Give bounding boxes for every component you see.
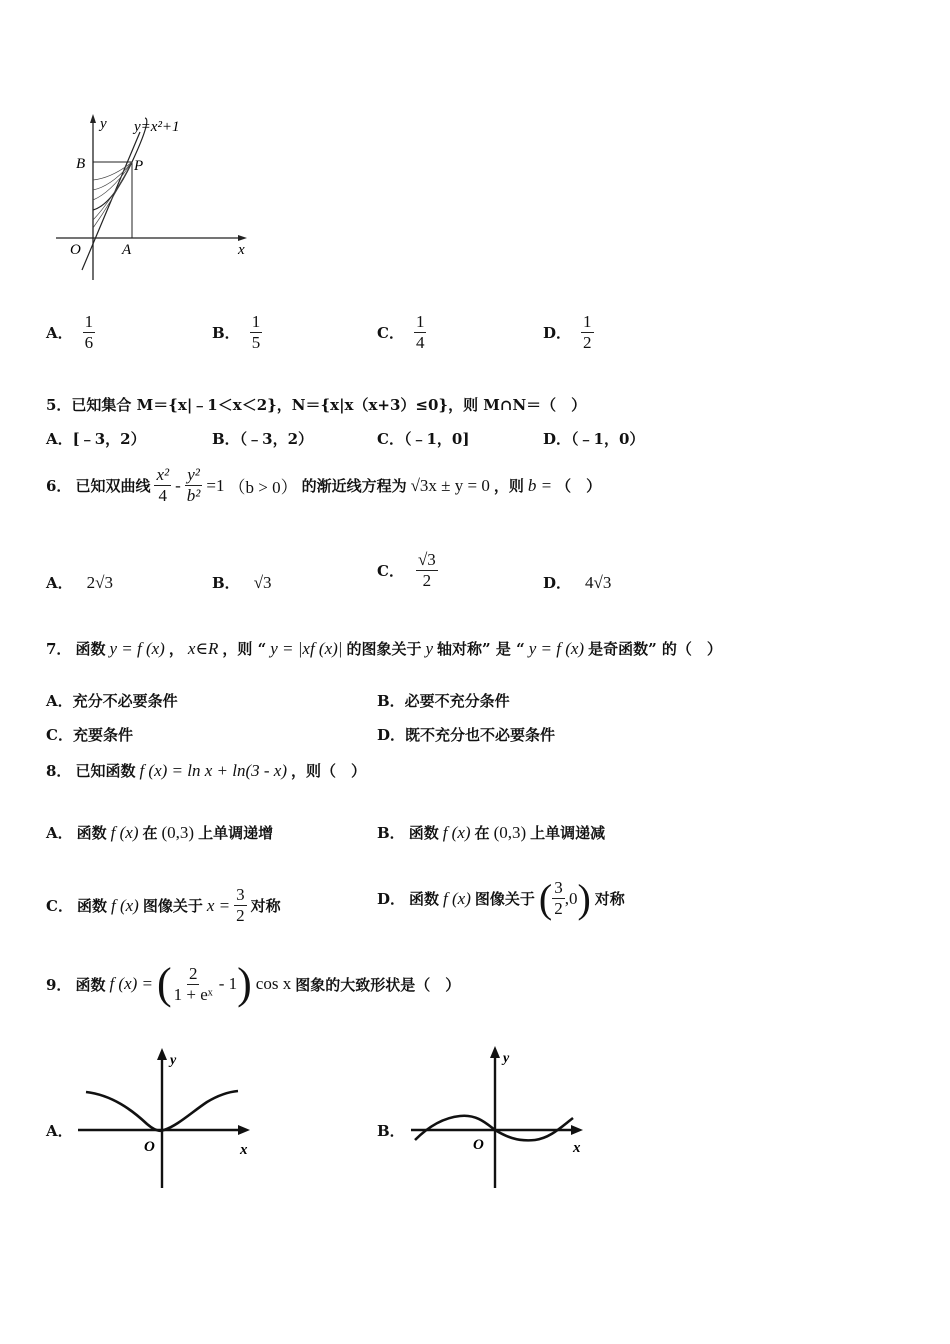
frac-den: 2	[422, 571, 432, 590]
q8-option-d-function: f (x)	[443, 888, 471, 908]
q8-option-d-point-tail: ,0	[564, 888, 578, 908]
q5-question-text: 5．已知集合 M＝{x|﹣1＜x＜2}，N＝{x|x（x+3）≤0}，则 M∩N＝（ ）	[46, 396, 587, 414]
frac-den: 4	[158, 486, 168, 505]
frac-den: 6	[84, 333, 94, 352]
q6-option-c-fraction	[416, 550, 438, 591]
q6-option-d-value: 4√3	[585, 572, 612, 592]
q9-f: f (x) =	[109, 974, 154, 993]
q4-x-label: x	[238, 242, 245, 258]
q5-option-b[interactable]: B．（﹣3，2）	[212, 430, 314, 448]
q6-option-c[interactable]	[377, 550, 438, 591]
q6-minus: -	[175, 475, 181, 495]
frac-num: x²	[156, 465, 170, 484]
q9a-y-arrow-icon	[157, 1048, 167, 1060]
q7-option-d[interactable]: D．既不充分也不必要条件	[377, 726, 556, 744]
frac-num: 1	[583, 312, 592, 331]
q9a-y-label: y	[170, 1053, 177, 1068]
q4-curve-label: y=x²+1	[134, 119, 180, 135]
q8-option-c-text-2: 图像关于	[142, 897, 203, 915]
frac-num: 1	[251, 312, 261, 331]
q4-option-b[interactable]	[212, 312, 262, 353]
q9-option-b-letter[interactable]: B．	[377, 1122, 405, 1140]
q8-formula: f (x) = ln x + ln(3 - x)	[139, 760, 288, 780]
q8-option-d-point	[538, 875, 591, 921]
q9-fraction	[172, 964, 215, 1005]
q7-question	[46, 638, 722, 659]
q8-option-d-letter: D．	[377, 890, 406, 908]
right-paren-icon: )	[577, 875, 591, 921]
q8-option-d-fraction	[552, 878, 565, 919]
q9-option-a-letter[interactable]: A．	[46, 1122, 73, 1140]
frac-num: 1	[84, 312, 94, 331]
frac-den: 4	[415, 333, 425, 352]
q8-option-b[interactable]	[377, 822, 605, 843]
frac-num: 2	[188, 963, 198, 983]
q7-text-3: ，则 “	[222, 640, 267, 658]
q7-text-6: 是奇函数” 的（ ）	[588, 640, 722, 658]
q7-option-b[interactable]: B．必要不充分条件	[377, 692, 510, 710]
q6-option-b-letter: B．	[212, 574, 240, 592]
q4-parabola-figure	[50, 110, 260, 285]
q8-option-c-function: f (x)	[110, 895, 139, 915]
q7-math-1: y = f (x)	[109, 638, 165, 658]
q4-option-a[interactable]	[46, 312, 95, 353]
q6-x-fraction	[154, 465, 171, 506]
q7-option-c[interactable]: C．充要条件	[46, 726, 133, 744]
q8-option-d-text-3: 对称	[594, 890, 625, 908]
q9b-origin-label: O	[473, 1137, 484, 1153]
frac-den: b²	[186, 486, 201, 505]
q4-option-d-letter: D．	[543, 324, 572, 342]
frac-den: 2	[236, 906, 245, 925]
q8-option-a-text-3: 上单调递增	[198, 824, 274, 842]
q8-suffix: ，则（ ）	[291, 762, 367, 780]
q7-math-4: y	[425, 638, 434, 658]
q4-option-c[interactable]	[377, 312, 426, 353]
q8-option-c-line: x =	[206, 895, 231, 915]
q6-question	[46, 465, 601, 506]
q6-option-b-value: √3	[253, 572, 272, 592]
q4-x-arrow-icon	[238, 235, 247, 241]
q7-math-3: y = |xf (x)|	[270, 638, 343, 658]
q4-y-arrow-icon	[90, 114, 96, 123]
q9-question	[46, 959, 461, 1008]
q8-option-b-interval: (0,3)	[493, 822, 527, 842]
q6-rhs: =1	[206, 475, 225, 495]
q8-option-b-function: f (x)	[442, 822, 471, 842]
q6-condition: （b > 0）	[228, 478, 298, 497]
q5-option-d[interactable]: D．（﹣1，0）	[543, 430, 645, 448]
q9-graph-b[interactable]	[405, 1040, 595, 1195]
q6-option-a-letter: A．	[46, 574, 73, 592]
q8-option-b-text-3: 上单调递减	[530, 824, 606, 842]
q4-option-d-fraction	[581, 312, 594, 353]
q9b-x-label: x	[573, 1140, 581, 1156]
q8-option-b-letter: B．	[377, 824, 405, 842]
q7-math-2: x∈R	[187, 638, 219, 658]
q6-option-d[interactable]	[543, 572, 611, 593]
q8-option-c-text-1: 函数	[76, 897, 107, 915]
q6-then: ，则	[493, 477, 524, 495]
q9-number: 9．	[46, 975, 72, 994]
q4-y-label: y	[100, 116, 107, 132]
q6-asymptote: √3x ± y = 0	[410, 475, 490, 495]
q7-number: 7．	[46, 640, 72, 658]
q9-graph-a[interactable]	[72, 1040, 262, 1195]
q4-option-c-fraction	[414, 312, 427, 353]
frac-den: 2	[583, 333, 592, 352]
frac-den: 1 + eˣ	[173, 984, 213, 1004]
q6-prefix: 已知双曲线	[75, 477, 151, 495]
q7-option-a[interactable]: A．充分不必要条件	[46, 692, 178, 710]
q8-option-b-text-1: 函数	[408, 824, 439, 842]
q8-option-a-letter: A．	[46, 824, 73, 842]
q4-option-c-letter: C．	[377, 324, 404, 342]
q8-option-c-text-3: 对称	[250, 897, 281, 915]
q8-prefix: 已知函数	[75, 762, 136, 780]
q9a-x-arrow-icon	[238, 1125, 250, 1135]
q6-option-a-value: 2√3	[86, 572, 113, 592]
q7-math-5: y = f (x)	[528, 638, 585, 658]
frac-num: √3	[417, 550, 436, 569]
q6-number: 6．	[46, 477, 72, 495]
q6-option-b[interactable]	[212, 572, 272, 593]
q7-text-1: 函数	[75, 640, 106, 658]
q9b-y-label: y	[503, 1051, 510, 1066]
q8-option-b-text-2: 在	[474, 824, 490, 842]
q4-option-a-letter: A．	[46, 324, 73, 342]
q9-bracket-expr	[157, 959, 252, 1008]
q6-option-a[interactable]	[46, 572, 113, 593]
q9-cos: cos x	[255, 974, 292, 993]
q8-option-c[interactable]	[46, 885, 281, 926]
q8-question	[46, 760, 366, 781]
frac-den: 2	[554, 899, 563, 918]
q8-option-a-text-2: 在	[142, 824, 158, 842]
q7-text-4: 的图象关于	[346, 640, 422, 658]
q7-text-5: 轴对称” 是 “	[437, 640, 525, 658]
q8-option-c-letter: C．	[46, 897, 73, 915]
frac-num: 3	[554, 878, 563, 897]
q6-middle: 的渐近线方程为	[301, 477, 407, 495]
q4-point-b: B	[76, 156, 86, 172]
left-paren-icon: (	[157, 959, 172, 1008]
q8-number: 8．	[46, 762, 72, 780]
q8-option-a-text-1: 函数	[76, 824, 107, 842]
q4-option-a-fraction	[83, 312, 96, 353]
q9-tail: - 1	[218, 974, 238, 993]
frac-den: 5	[251, 333, 261, 352]
q8-option-c-fraction	[234, 885, 247, 926]
left-paren-icon: (	[538, 875, 553, 921]
q8-option-a-interval: (0,3)	[161, 822, 195, 842]
q5-option-c[interactable]: C．（﹣1，0]	[377, 430, 470, 448]
q4-option-b-fraction	[250, 312, 263, 353]
q8-option-a-function: f (x)	[110, 822, 139, 842]
q6-option-d-letter: D．	[543, 574, 572, 592]
q9b-x-arrow-icon	[571, 1125, 583, 1135]
q6-suffix: （ ）	[556, 477, 602, 495]
q8-option-d-text-1: 函数	[409, 890, 440, 908]
q6-option-c-letter: C．	[377, 562, 404, 580]
q9a-origin-label: O	[144, 1139, 155, 1155]
right-paren-icon: )	[237, 959, 252, 1008]
q6-y-fraction	[185, 465, 203, 506]
q4-point-o: O	[70, 242, 81, 258]
q9a-x-label: x	[240, 1142, 248, 1158]
q9-suffix: 图象的大致形状是（ ）	[295, 975, 461, 994]
q4-option-b-letter: B．	[212, 324, 240, 342]
q6-b-eq: b =	[527, 475, 553, 495]
q8-option-a[interactable]	[46, 822, 273, 843]
q5-option-a[interactable]: A．[﹣3，2）	[46, 430, 146, 448]
frac-num: 1	[415, 312, 425, 331]
q4-option-d[interactable]	[543, 312, 594, 353]
q7-text-2: ，	[168, 640, 184, 658]
q4-tangent-line	[82, 132, 140, 270]
q8-option-d[interactable]	[377, 875, 625, 921]
frac-num: y²	[187, 465, 200, 484]
q4-point-p: P	[134, 158, 144, 174]
frac-num: 3	[236, 885, 245, 904]
q8-option-d-text-2: 图像关于	[474, 890, 535, 908]
q4-point-a: A	[122, 242, 132, 258]
q9b-y-arrow-icon	[490, 1046, 500, 1058]
q9-prefix: 函数	[75, 975, 106, 994]
